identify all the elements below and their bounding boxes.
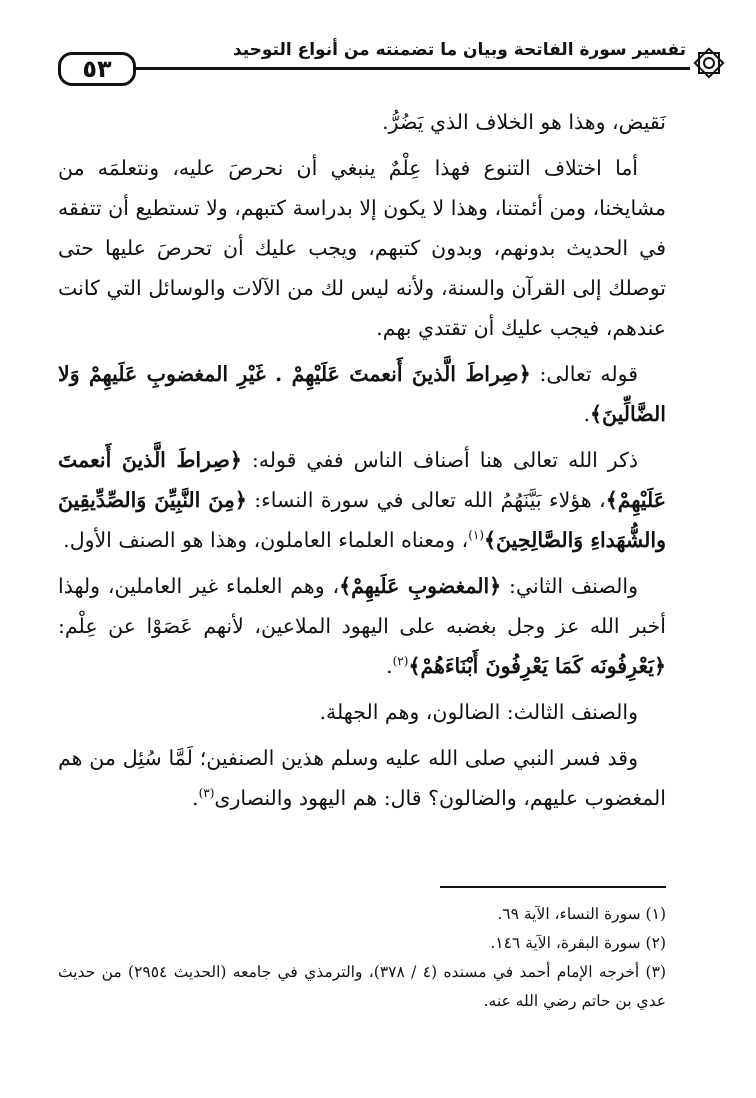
running-title: تفسير سورة الفاتحة وبيان ما تضمنته من أنواع التوحيد xyxy=(232,40,686,60)
paragraph: أما اختلاف التنوع فهذا عِلْمٌ ينبغي أن نحرصَ عليه، ونتعلمَه من مشايخنا، ومن أئمتنا، وهذا لا يكون إلا بدراسة كتبهم، ولا تستطيع أن تتفقه في الحديث بدونهم، وبدون كتبهم، ويجب عليك أن تحرصَ عليها حتى توصلك إلى القرآن والسنة، ولأنه ليس لك من الآلات والوسائل التي كانت عندهم، فيجب عليك أن تقتدي بهم. xyxy=(58,156,666,340)
footnote-rule xyxy=(440,886,666,888)
quran-verse: ﴿المغضوبِ عَلَيهِمْ﴾ xyxy=(339,574,502,598)
main-text xyxy=(58,102,666,824)
header-rule xyxy=(136,67,690,70)
footnotes xyxy=(58,900,666,1016)
paragraph: وقد فسر النبي صلى الله عليه وسلم هذين الصنفين؛ لَمَّا سُئِل من هم المغضوب عليهم، والضالون؟ قال: هم اليهود والنصارى$^{(٣)}$. xyxy=(58,746,666,810)
footnote-ref: (٢) xyxy=(392,654,409,669)
paragraph: والصنف الثالث: الضالون، وهم الجهلة. xyxy=(319,700,638,724)
paragraph: والصنف الثاني: ﴿المغضوبِ عَلَيهِمْ﴾، وهم العلماء غير العاملين، ولهذا أخبر الله عز وجل بغضبه على اليهود الملاعين، لأنهم عَصَوْا عن عِلْم: ﴿يَعْرِفُونَه كَمَا يَعْرِفُونَ أَبْنَاءَهُمْ﴾$^{(٢)}$. xyxy=(58,574,666,678)
footnote: (٢) سورة البقرة، الآية ١٤٦. xyxy=(490,934,666,952)
quran-verse: ﴿صِراطَ الَّذينَ أَنعمتَ عَلَيْهِمْ﴾ xyxy=(58,448,666,512)
footnote-ref: (١) xyxy=(468,528,485,543)
paragraph: نَقيض، وهذا هو الخلاف الذي يَضُرُّ. xyxy=(382,110,666,134)
footnote: (٣) أخرجه الإمام أحمد في مسنده (٤ / ٣٧٨)، والترمذي في جامعه (الحديث ٢٩٥٤) من حديث عدي بن حاتم رضي الله عنه. xyxy=(58,963,666,1010)
footnote-ref: (٣) xyxy=(198,786,215,801)
page-header xyxy=(58,38,726,90)
star-ornament-icon xyxy=(692,46,726,80)
paragraph: قوله تعالى: ﴿صِراطَ الَّذينَ أَنعمتَ عَلَيْهِمْ . غَيْرِ المغضوبِ عَلَيهِمْ وَلا الضَّالِّينَ﴾. xyxy=(58,362,666,426)
quran-verse: ﴿يَعْرِفُونَه كَمَا يَعْرِفُونَ أَبْنَاءَهُمْ﴾ xyxy=(408,654,666,678)
page-number: ٥٣ xyxy=(58,52,136,86)
quran-verse: ﴿صِراطَ الَّذينَ أَنعمتَ عَلَيْهِمْ . غَيْرِ المغضوبِ عَلَيهِمْ وَلا الضَّالِّينَ﴾ xyxy=(58,362,666,426)
paragraph: ذكر الله تعالى هنا أصناف الناس ففي قوله: ﴿صِراطَ الَّذينَ أَنعمتَ عَلَيْهِمْ﴾، هؤلاء بَيَّنَهُمُ الله تعالى في سورة النساء: ﴿مِنَ النَّبِيِّنَ وَالصِّدِّيقِينَ والشُّهَداءِ وَالصَّالِحِينَ﴾$^{(١)}$، ومعناه العلماء العاملون، وهذا هو الصنف الأول. xyxy=(58,448,666,552)
quran-verse: ﴿مِنَ النَّبِيِّنَ وَالصِّدِّيقِينَ والشُّهَداءِ وَالصَّالِحِينَ﴾ xyxy=(58,488,666,552)
footnote: (١) سورة النساء، الآية ٦٩. xyxy=(497,905,666,923)
